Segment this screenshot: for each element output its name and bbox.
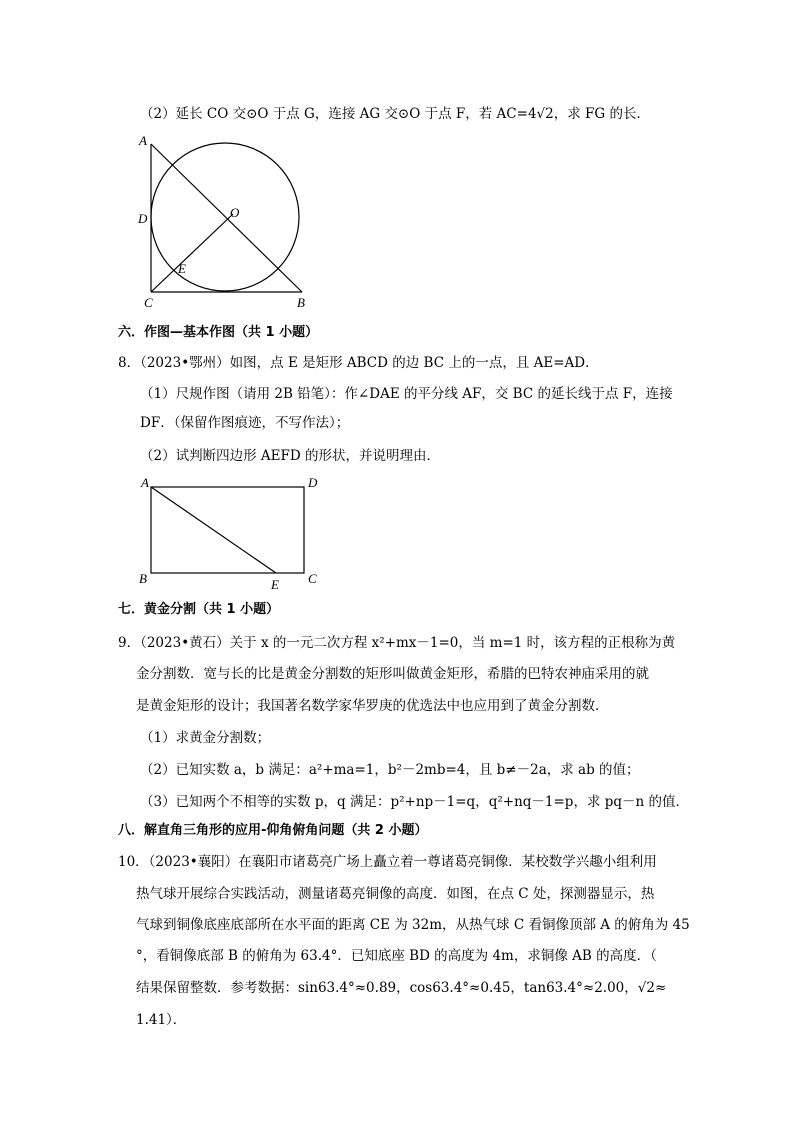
- q9-line1: 9．（2023•黄石）关于 x 的一元二次方程 x²+mx－1=0，当 m=1 时，该方程的正根称为黄: [118, 635, 676, 651]
- q10-line3: 气球到铜像底座底部所在水平面的距离 CE 为 32m，从热气球 C 看铜像顶部 A 的俯角为 45: [136, 917, 690, 933]
- q10-line4: °，看铜像底部 B 的俯角为 63.4°．已知底座 BD 的高度为 4m，求铜像 AB 的高度．（: [136, 948, 657, 964]
- q9-line2: 金分割数．宽与长的比是黄金分割数的矩形叫做黄金矩形，希腊的巴特农神庙采用的就: [136, 666, 649, 682]
- q8-part1-line1: （1）尺规作图（请用 2B 铅笔）：作∠DAE 的平分线 AF，交 BC 的延长线于点 F，连接: [140, 386, 673, 402]
- q9-part1: （1）求黄金分割数；: [140, 730, 271, 746]
- figure-rectangle: [134, 472, 334, 592]
- q8-part1-line2: DF．（保留作图痕迹，不写作法）；: [140, 415, 350, 431]
- q8-part2: （2）试判断四边形 AEFD 的形状，并说明理由．: [140, 448, 440, 464]
- q9-part2: （2）已知实数 a，b 满足：a²+ma=1，b²－2mb=4，且 b≠－2a，求 ab 的值；: [140, 762, 640, 778]
- q10-line5: 结果保留整数．参考数据：sin63.4°≈0.89，cos63.4°≈0.45，tan63.4°≈2.00，√2≈: [136, 980, 667, 996]
- label-E: E: [271, 577, 279, 592]
- section-7-title: 七．黄金分割（共 1 小题）: [118, 602, 280, 617]
- segment-CO: [151, 214, 233, 292]
- rectangle-ABCD: [151, 487, 304, 573]
- section-6-title: 六．作图—基本作图（共 1 小题）: [118, 325, 319, 340]
- label-D: D: [138, 211, 148, 226]
- label-A: A: [139, 133, 147, 148]
- q9-part3: （3）已知两个不相等的实数 p，q 满足：p²+np－1=q，q²+nq－1=p，求 pq－n 的值．: [140, 794, 690, 810]
- q7-part2-text: （2）延长 CO 交⊙O 于点 G，连接 AG 交⊙O 于点 F，若 AC=4√2，求 FG 的长．: [140, 106, 650, 122]
- label-C: C: [308, 571, 317, 586]
- segment-AE: [151, 487, 276, 573]
- q10-line2: 热气球开展综合实践活动，测量诸葛亮铜像的高度．如图，在点 C 处，探测器显示，热: [136, 886, 655, 902]
- label-D: D: [308, 475, 318, 490]
- label-B: B: [139, 571, 147, 586]
- label-E: E: [178, 261, 186, 276]
- label-B: B: [297, 295, 305, 310]
- label-C: C: [144, 295, 153, 310]
- q8-stem: 8．（2023•鄂州）如图，点 E 是矩形 ABCD 的边 BC 上的一点，且 AE=AD．: [118, 355, 599, 371]
- figure-circle-triangle: [134, 130, 324, 310]
- label-O: O: [230, 205, 240, 220]
- q9-line3: 是黄金矩形的设计；我国著名数学家华罗庚的优选法中也应用到了黄金分割数．: [136, 698, 609, 714]
- q10-line1: 10．（2023•襄阳）在襄阳市诸葛亮广场上矗立着一尊诸葛亮铜像．某校数学兴趣小组利用: [118, 854, 657, 870]
- label-A: A: [141, 475, 149, 490]
- q10-line6: 1.41）．: [136, 1012, 187, 1028]
- section-8-title: 八．解直角三角形的应用-仰角俯角问题（共 2 小题）: [118, 823, 428, 838]
